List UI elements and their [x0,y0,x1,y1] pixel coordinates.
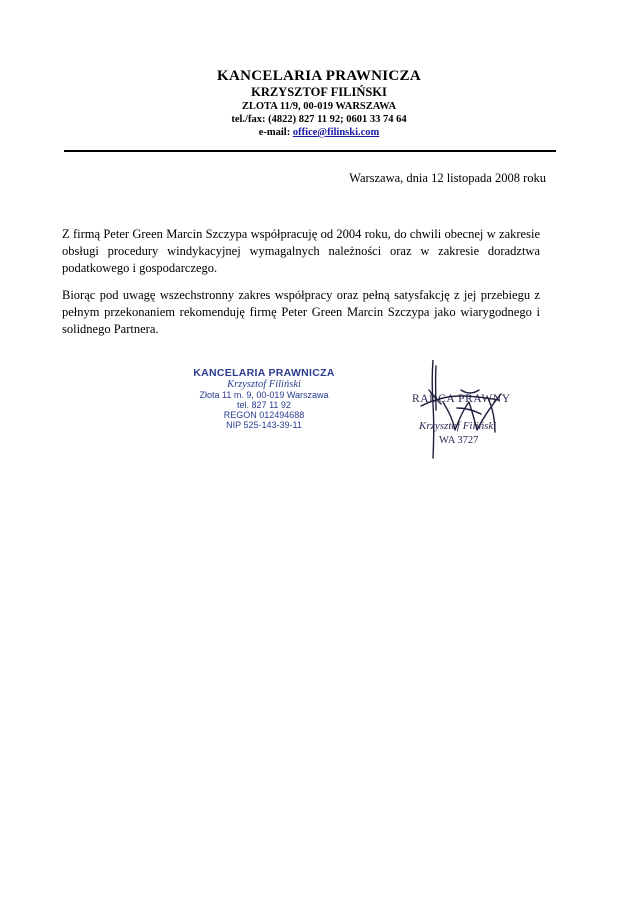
stamp-firm: KANCELARIA PRAWNICZA [193,367,335,379]
radca-stamp-name: Krzysztof Filiński [419,420,497,432]
date-line: Warszawa, dnia 12 listopada 2008 roku [349,171,546,185]
company-stamp [170,367,358,430]
stamp-nip: NIP 525-143-39-11 [226,420,302,430]
stamp-regon: REGON 012494688 [223,410,305,420]
letterhead-firm: KANCELARIA PRAWNICZA [217,68,421,84]
email-link[interactable]: office@filinski.com [292,127,380,138]
letterhead-email-line [0,126,638,139]
handwritten-signature [403,360,543,460]
stamp-address: Złota 11 m. 9, 00-019 Warszawa [199,390,329,400]
letterhead-name: KRZYSZTOF FILIŃSKI [251,85,387,99]
signature-block [403,360,543,460]
letterhead-phone: tel./fax: (4822) 827 11 92; 0601 33 74 64 [231,114,407,125]
body-paragraph-2: Biorąc pod uwagę wszechstronny zakres współpracy oraz pełną satysfakcję z jej przebiegu z pełnym przekonaniem rekomenduję firmę Peter Green Marcin Szczypa jako wiarygodnego i solidnego Partnera. [62,288,540,336]
radca-stamp-number: WA 3727 [439,435,479,446]
letterhead-email-label: e-mail: [258,127,291,138]
header-divider [64,150,556,152]
letterhead-address: ZLOTA 11/9, 00-019 WARSZAWA [241,101,397,112]
stamp-phone: tel. 827 11 92 [237,400,291,410]
letterhead [0,68,638,139]
body-paragraph-1: Z firmą Peter Green Marcin Szczypa współpracuję od 2004 roku, do chwili obecnej w zakresie obsługi procedury windykacyjnej wymagalnych należności oraz w zakresie doradztwa podatkowego i gospodarczego. [62,227,540,275]
stamp-name: Krzysztof Filiński [227,379,301,390]
radca-stamp-title: RADCA PRAWNY [412,393,511,405]
